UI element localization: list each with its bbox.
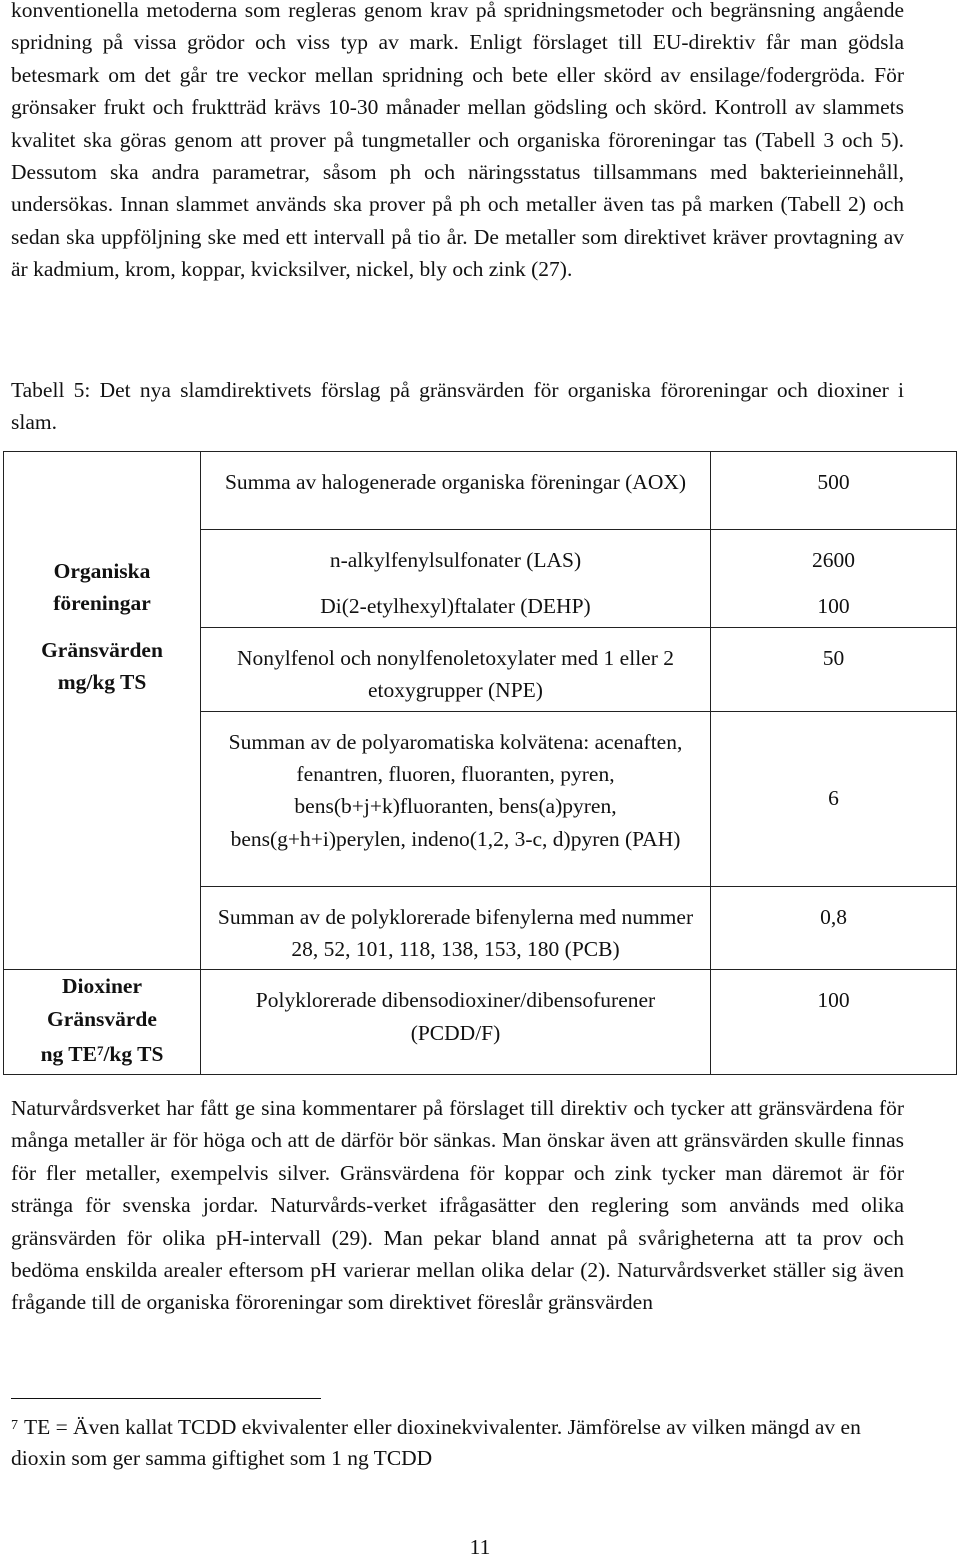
organic-category-cell <box>4 452 201 970</box>
table-row <box>4 452 957 530</box>
dioxin-category-cell <box>4 970 201 1075</box>
footnote-ref: 7 <box>96 1043 104 1059</box>
substance-text: n-alkylfenylsulfonater (LAS) <box>329 548 582 572</box>
organic-category-line: föreningar <box>53 591 151 616</box>
value-cell: 0,8 <box>711 886 957 970</box>
dioxin-category-line: Gränsvärde <box>47 1006 157 1031</box>
dioxin-unit-suffix: /kg TS <box>103 1042 164 1067</box>
body-paragraph-1: konventionella metoderna som regleras genom krav på spridningsmetoder och begränsning angående spridning på vissa grödor och viss typ av mark. Enligt förslaget till EU-direktiv får man gödsla betesmark om det går tre veckor mellan spridning och bete eller skörd av ensilage/fodergröda. För grönsaker frukt och fruktträd krävs 10-30 månader mellan gödsling och skörd. Kontroll av slammets kvalitet ska göras genom att prover på tungmetaller och organiska föroreningar tas (Tabell 3 och 5). Dessutom ska andra parametrar, såsom ph och näringsstatus tillsammans med bakterieinnehåll, undersökas. Innan slammet används ska prover på ph och metaller även tas på marken (Tabell 2) och sedan ska uppföljning ske med ett intervall på tio år. De metaller som direktivet kräver provtagning av är kadmium, krom, koppar, kvicksilver, nickel, bly och zink (27). <box>11 0 904 282</box>
substance-cell: Summan av de polyaromatiska kolvätena: acenaften, fenantren, fluoren, fluoranten, pyren, bens(b+j+k)fluoranten, bens(a)pyren, bens(g+h+i)perylen, indeno(1,2, 3-c, d)pyren (PAH) <box>201 711 711 886</box>
value-text: 100 <box>817 594 850 619</box>
substance-text: Di(2-etylhexyl)ftalater (DEHP) <box>320 594 591 619</box>
organic-category-line: Organiska <box>53 559 151 583</box>
dioxin-category-line <box>4 1035 200 1070</box>
substance-cell <box>201 530 711 628</box>
value-cell: 500 <box>711 452 957 530</box>
limit-values-table <box>3 451 957 1075</box>
page-number: 11 <box>469 1535 491 1559</box>
value-cell: 6 <box>711 711 957 886</box>
table-caption: Tabell 5: Det nya slamdirektivets förslag på gränsvärden för organiska föroreningar och dioxiner i slam. <box>11 378 904 435</box>
dioxin-unit-prefix: ng TE <box>40 1042 97 1067</box>
footnote-separator <box>11 1398 321 1399</box>
dioxin-category-line: Dioxiner <box>61 974 143 999</box>
substance-cell: Summa av halogenerade organiska föreningar (AOX) <box>201 452 711 530</box>
organic-category-line: mg/kg TS <box>57 670 147 695</box>
value-text: 2600 <box>812 548 855 572</box>
organic-category-line: Gränsvärden <box>41 637 163 662</box>
value-cell <box>711 530 957 628</box>
value-cell: 50 <box>711 627 957 711</box>
substance-cell: Summan av de polyklorerade bifenylerna med nummer 28, 52, 101, 118, 138, 153, 180 (PCB) <box>201 886 711 970</box>
body-paragraph-2: Naturvårdsverket har fått ge sina kommentarer på förslaget till direktiv och tycker att gränsvärdena för många metaller är för höga och att de därför bör sänkas. Man önskar även att gränsvärden skulle finnas för fler metaller, exempelvis silver. Gränsvärdena för koppar och zink tycker man däremot är för stränga för svenska jordar. Naturvårds-verket ifrågasätter den reglering som används med olika gränsvärden för olika pH-intervall (29). Man pekar bland annat på svårigheterna att ta prov och bedöma enskilda arealer eftersom pH varierar mellan olika delar (2). Naturvårdsverket ställer sig även frågande till de organiska föroreningar som direktivet föreslår gränsvärden <box>11 1096 904 1315</box>
value-cell: 100 <box>711 970 957 1075</box>
table-row <box>4 970 957 1075</box>
substance-cell: Polyklorerade dibensodioxiner/dibensofurener (PCDD/F) <box>201 970 711 1075</box>
footnote-text: TE = Även kallat TCDD ekvivalenter eller dioxinekvivalenter. Jämförelse av vilken mängd av en dioxin som ger samma giftighet som 1 ng TCDD <box>11 1415 861 1470</box>
footnote <box>11 1410 904 1474</box>
substance-cell: Nonylfenol och nonylfenoletoxylater med 1 eller 2 etoxygrupper (NPE) <box>201 627 711 711</box>
footnote-mark: 7 <box>11 1418 18 1433</box>
